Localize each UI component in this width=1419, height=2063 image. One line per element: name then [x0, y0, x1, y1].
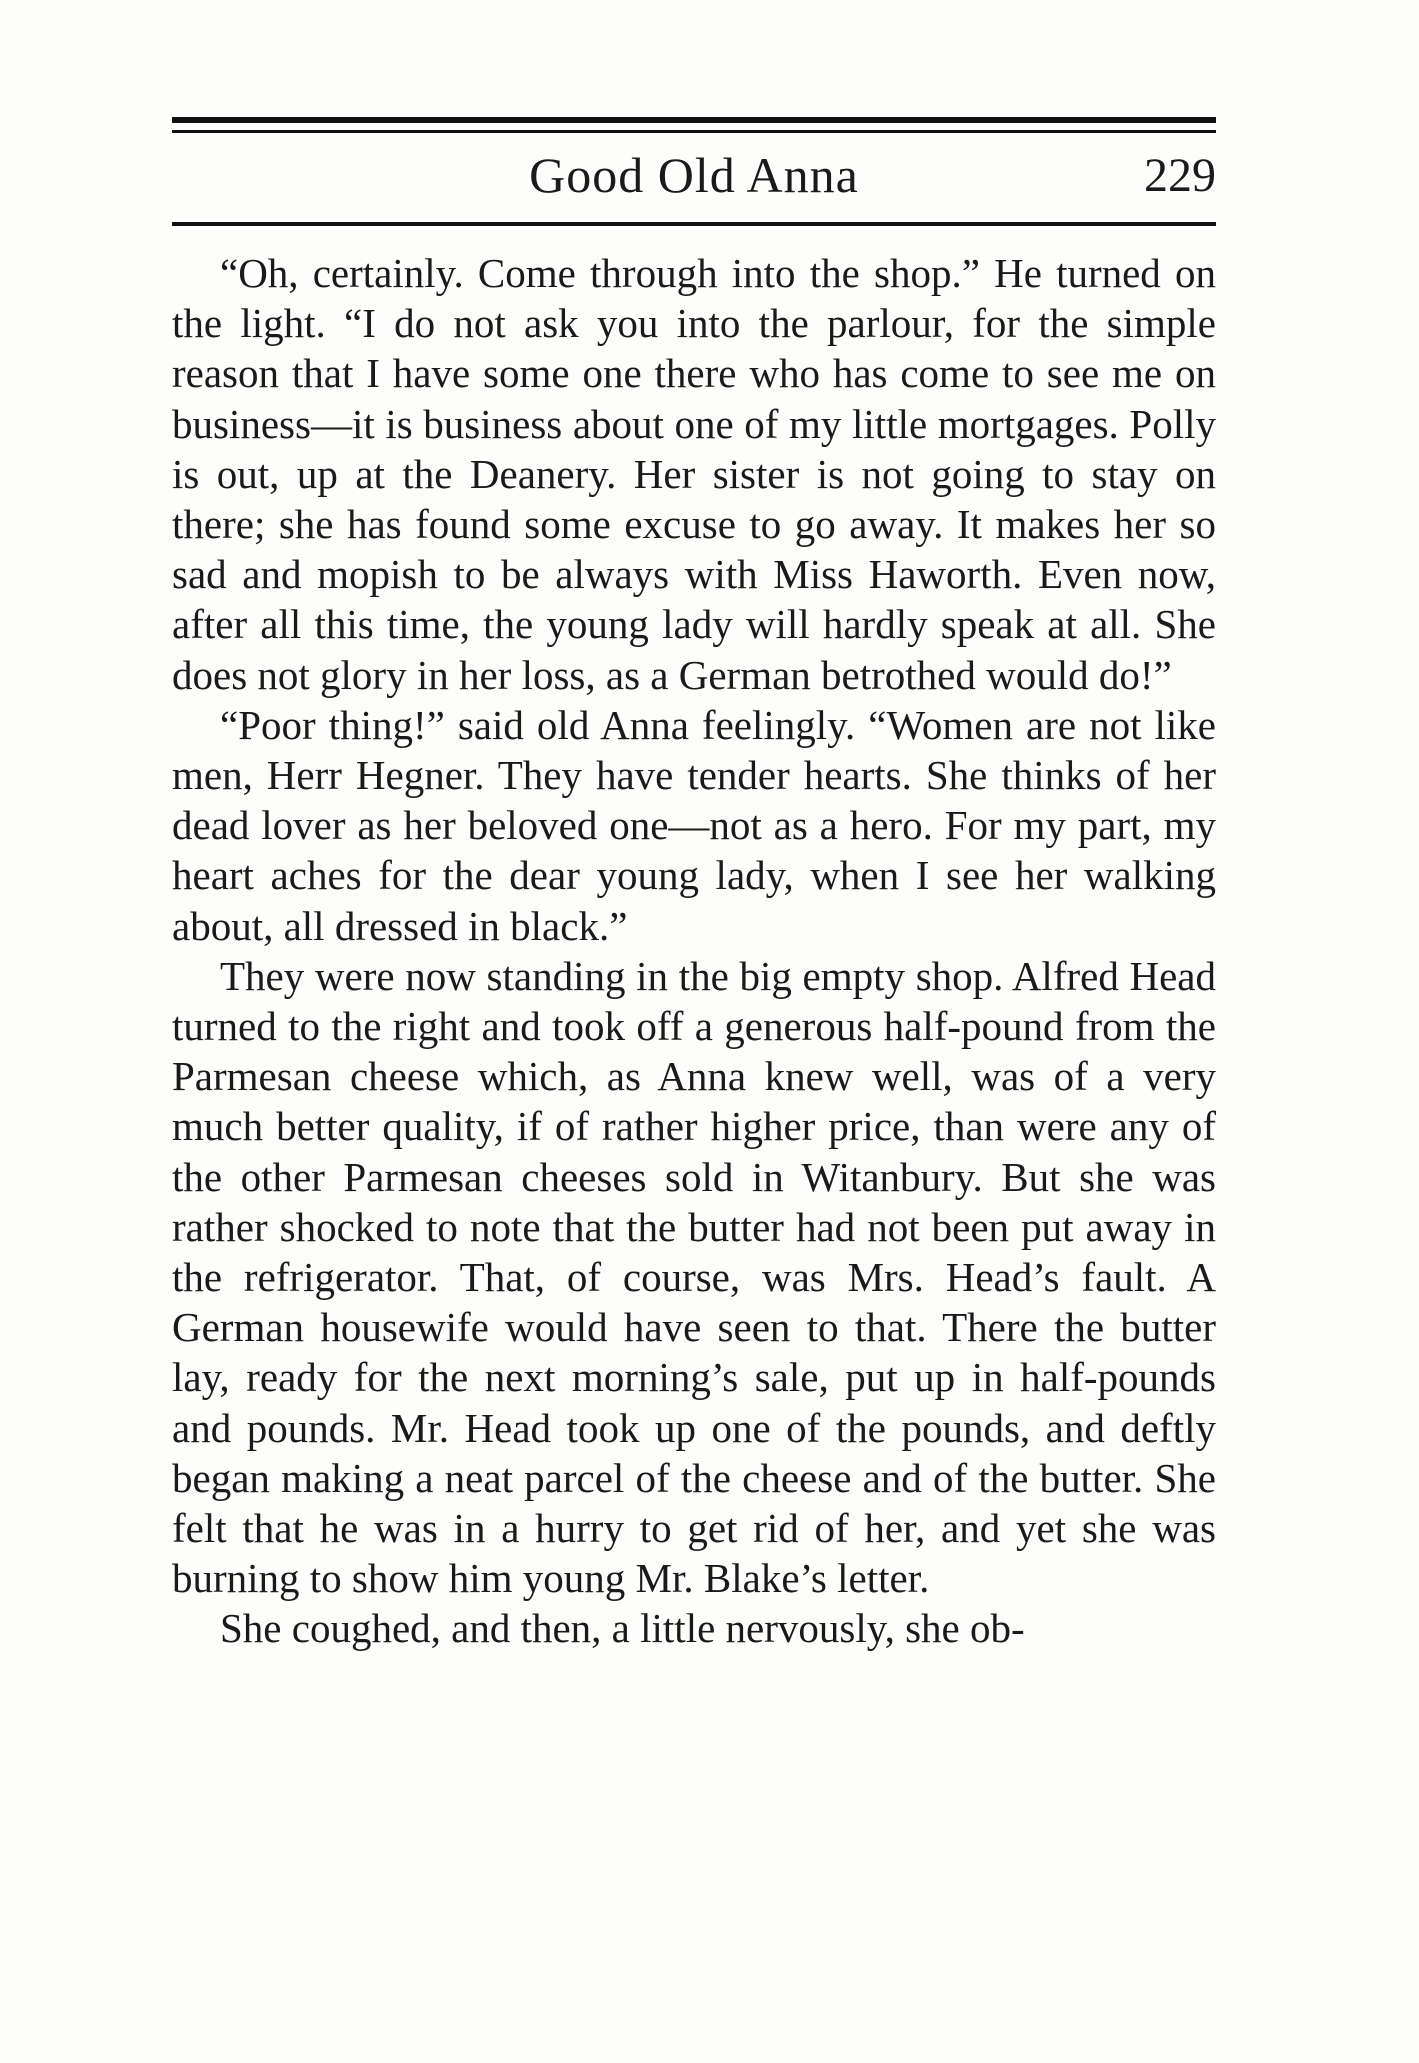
header-top-thin-rule [172, 130, 1216, 133]
paragraph: “Poor thing!” said old Anna feelingly. “Women are not like men, Herr Hegner. They have tender hearts. She thinks of her dead lover as her beloved one—not as a hero. For my part, my heart aches for the dear young lady, when I see her walking about, all dressed in black.” [172, 701, 1216, 949]
running-title: Good Old Anna [529, 147, 859, 203]
paragraph: She coughed, and then, a little nervously, she ob- [220, 1605, 1025, 1652]
page-number: 229 [1144, 149, 1216, 202]
header-bottom-rule [172, 222, 1216, 226]
running-head [172, 140, 1216, 210]
body-text [172, 248, 1216, 1654]
header-top-rule [172, 117, 1216, 123]
paragraph: “Oh, certainly. Come through into the shop.” He turned on the light. “I do not ask you into the parlour, for the simple reason that I have some one there who has come to see me on business—it is business about one of my little mortgages. Polly is out, up at the Deanery. Her sister is not going to stay on there; she has found some excuse to go away. It makes her so sad and mopish to be always with Miss Haworth. Even now, after all this time, the young lady will hardly speak at all. She does not glory in her loss, as a German betrothed would do!” [172, 250, 1216, 698]
paragraph: They were now standing in the big empty shop. Alfred Head turned to the right and took off a generous half-pound from the Parmesan cheese which, as Anna knew well, was of a very much better quality, if of rather higher price, than were any of the other Parmesan cheeses sold in Witanbury. But she was rather shocked to note that the butter had not been put away in the refrigerator. That, of course, was Mrs. Head’s fault. A German housewife would have seen to that. There the butter lay, ready for the next morning’s sale, put up in half-pounds and pounds. Mr. Head took up one of the pounds, and deftly began making a neat parcel of the cheese and of the butter. She felt that he was in a hurry to get rid of her, and yet she was burning to show him young Mr. Blake’s letter. [172, 952, 1216, 1602]
